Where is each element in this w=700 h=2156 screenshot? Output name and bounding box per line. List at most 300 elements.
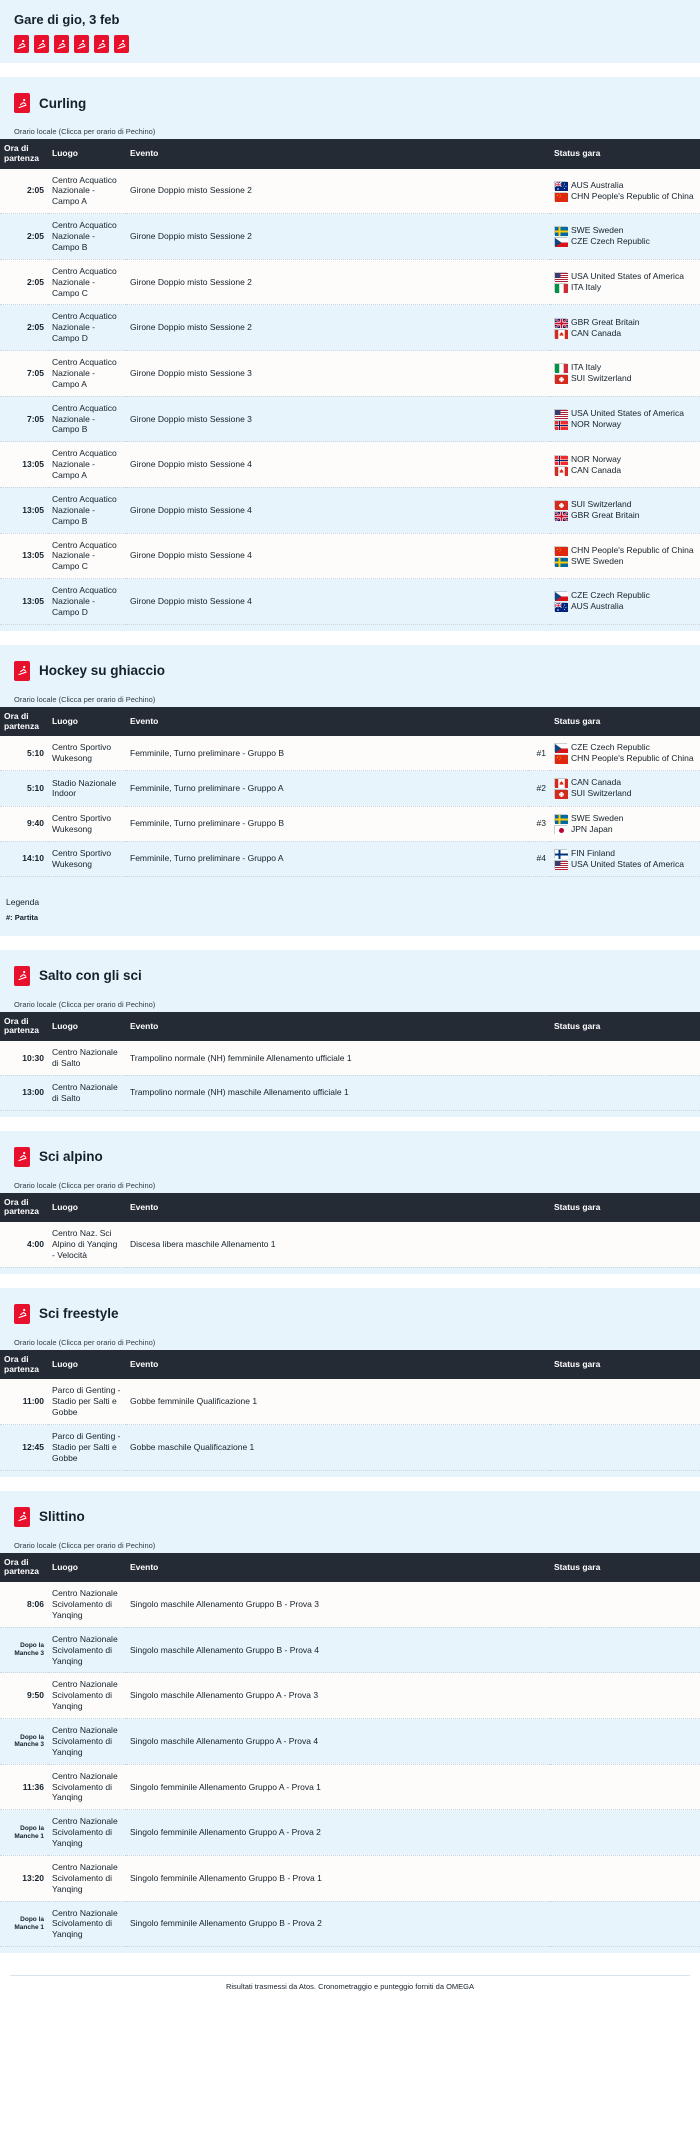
- ski-jumping-icon[interactable]: [54, 35, 69, 53]
- table-row[interactable]: [0, 1673, 700, 1719]
- team-entry: [554, 510, 696, 521]
- flag-cn-icon: [554, 192, 567, 201]
- cell-event: Singolo maschile Allenamento Gruppo A - Prova 4: [126, 1719, 550, 1765]
- column-header-venue: Luogo: [48, 707, 126, 737]
- cell-start-time: 13:05: [0, 533, 48, 579]
- table-row[interactable]: [0, 214, 700, 260]
- flag-cn-icon: [554, 754, 567, 763]
- team-name: SUI Switzerland: [571, 373, 632, 384]
- sport-section-salto: [0, 950, 700, 1117]
- cell-event: Girone Doppio misto Sessione 4: [126, 579, 550, 625]
- cell-start-time: 11:00: [0, 1379, 48, 1424]
- ski-jumping-icon: [14, 966, 30, 986]
- team-name: CZE Czech Republic: [571, 590, 650, 601]
- cell-venue: Centro Nazionale Scivolamento di Yanqing: [48, 1719, 126, 1765]
- column-header-status: Status gara: [550, 1012, 700, 1042]
- column-header-start-time: Ora di partenza: [0, 1553, 48, 1583]
- flag-no-icon: [554, 420, 567, 429]
- cell-status: [550, 1379, 700, 1424]
- cell-match-number: #3: [528, 806, 550, 841]
- flag-fi-icon: [554, 849, 567, 858]
- team-entry: [554, 328, 696, 339]
- section-header: [0, 645, 700, 695]
- column-header-event: Evento: [126, 1193, 550, 1223]
- section-title: Slittino: [39, 1509, 85, 1525]
- cell-start-time: 13:05: [0, 487, 48, 533]
- cell-event: Girone Doppio misto Sessione 3: [126, 351, 550, 397]
- schedule-table: [0, 139, 700, 625]
- local-time-toggle[interactable]: Orario locale (Clicca per orario di Pechino): [14, 1180, 156, 1190]
- team-name: CHN People's Republic of China: [571, 544, 694, 555]
- cell-venue: Centro Nazionale Scivolamento di Yanqing: [48, 1582, 126, 1627]
- cell-venue: Centro Acquatico Nazionale - Campo C: [48, 533, 126, 579]
- cell-venue: Centro Acquatico Nazionale - Campo D: [48, 579, 126, 625]
- cell-event: Girone Doppio misto Sessione 2: [126, 214, 550, 260]
- flag-cz-icon: [554, 237, 567, 246]
- cell-venue: Centro Nazionale Scivolamento di Yanqing: [48, 1627, 126, 1673]
- table-row[interactable]: [0, 1764, 700, 1810]
- table-row[interactable]: [0, 487, 700, 533]
- schedule-table: [0, 707, 700, 877]
- cell-status: [550, 771, 700, 806]
- cell-start-time: 2:05: [0, 214, 48, 260]
- team-entry: [554, 788, 696, 799]
- section-spacer: [0, 936, 700, 950]
- team-entry: [554, 408, 696, 419]
- section-spacer: [0, 63, 700, 77]
- table-header-row: [0, 1193, 700, 1223]
- ice-hockey-icon[interactable]: [34, 35, 49, 53]
- flag-ch-icon: [554, 789, 567, 798]
- ice-hockey-icon: [14, 661, 30, 681]
- table-row[interactable]: [0, 1075, 700, 1110]
- cell-start-time: 5:10: [0, 736, 48, 771]
- team-name: CZE Czech Republic: [571, 742, 650, 753]
- cell-event: Trampolino normale (NH) femminile Allenamento ufficiale 1: [126, 1041, 550, 1075]
- sport-section-curling: [0, 77, 700, 631]
- cell-start-time: Dopo la Manche 1: [0, 1810, 48, 1856]
- flag-gb-icon: [554, 318, 567, 327]
- table-row[interactable]: [0, 169, 700, 214]
- team-name: SUI Switzerland: [571, 788, 632, 799]
- schedule-table: [0, 1012, 700, 1111]
- table-row[interactable]: [0, 841, 700, 876]
- local-time-toggle[interactable]: Orario locale (Clicca per orario di Pechino): [14, 999, 156, 1009]
- cell-start-time: 9:40: [0, 806, 48, 841]
- page-title: Gare di gio, 3 feb: [14, 12, 120, 27]
- team-name: ITA Italy: [571, 362, 602, 373]
- cell-status: [550, 1855, 700, 1901]
- cell-venue: Centro Acquatico Nazionale - Campo A: [48, 351, 126, 397]
- cell-status: [550, 1810, 700, 1856]
- team-name: NOR Norway: [571, 453, 622, 464]
- table-header-row: [0, 1553, 700, 1583]
- footer: [0, 1953, 700, 2001]
- flag-gb-icon: [554, 511, 567, 520]
- cell-status: [550, 169, 700, 214]
- cell-start-time: 2:05: [0, 169, 48, 214]
- cell-event: Girone Doppio misto Sessione 4: [126, 442, 550, 488]
- table-header-row: [0, 139, 700, 169]
- section-header: [0, 950, 700, 1000]
- team-entry: [554, 859, 696, 870]
- cell-venue: Centro Sportivo Wukesong: [48, 736, 126, 771]
- table-row[interactable]: [0, 1627, 700, 1673]
- cell-venue: Centro Acquatico Nazionale - Campo A: [48, 169, 126, 214]
- freestyle-skiing-icon[interactable]: [94, 35, 109, 53]
- cell-event: Girone Doppio misto Sessione 2: [126, 305, 550, 351]
- legend-title: Legenda: [6, 896, 40, 907]
- cell-venue: Centro Nazionale Scivolamento di Yanqing: [48, 1764, 126, 1810]
- flag-cz-icon: [554, 591, 567, 600]
- team-entry: [554, 317, 696, 328]
- cell-venue: Centro Naz. Sci Alpino di Yanqing - Velocità: [48, 1222, 126, 1267]
- flag-au-icon: [554, 181, 567, 190]
- column-header-status: Status gara: [550, 1350, 700, 1380]
- cell-status: [550, 841, 700, 876]
- column-header-start-time: Ora di partenza: [0, 1193, 48, 1223]
- column-header-status: Status gara: [550, 1553, 700, 1583]
- column-header-event: Evento: [126, 1553, 550, 1583]
- cell-event: Girone Doppio misto Sessione 4: [126, 487, 550, 533]
- cell-event: Singolo femminile Allenamento Gruppo B - Prova 1: [126, 1855, 550, 1901]
- team-name: CHN People's Republic of China: [571, 753, 694, 764]
- column-header-venue: Luogo: [48, 139, 126, 169]
- footer-divider: [10, 1975, 690, 1976]
- table-header-row: [0, 1012, 700, 1042]
- team-name: SUI Switzerland: [571, 499, 632, 510]
- team-entry: [554, 753, 696, 764]
- schedule-table: [0, 1350, 700, 1471]
- cell-start-time: 14:10: [0, 841, 48, 876]
- cell-status: [550, 1673, 700, 1719]
- table-row[interactable]: [0, 771, 700, 806]
- team-entry: [554, 373, 696, 384]
- flag-us-icon: [554, 272, 567, 281]
- team-entry: [554, 236, 696, 247]
- luge-icon[interactable]: [114, 35, 129, 53]
- section-title: Sci alpino: [39, 1149, 103, 1165]
- column-header-event: Evento: [126, 707, 528, 737]
- team-name: ITA Italy: [571, 282, 602, 293]
- cell-status: [550, 259, 700, 305]
- team-name: JPN Japan: [571, 823, 613, 834]
- cell-venue: Centro Acquatico Nazionale - Campo B: [48, 487, 126, 533]
- column-header-event: Evento: [126, 1012, 550, 1042]
- flag-au-icon: [554, 602, 567, 611]
- section-header: [0, 1288, 700, 1338]
- curling-icon[interactable]: [14, 35, 29, 53]
- cell-event: Girone Doppio misto Sessione 2: [126, 169, 550, 214]
- flag-it-icon: [554, 283, 567, 292]
- column-header-venue: Luogo: [48, 1553, 126, 1583]
- cell-event: Femminile, Turno preliminare - Gruppo B: [126, 806, 528, 841]
- table-row[interactable]: [0, 305, 700, 351]
- section-title: Sci freestyle: [39, 1306, 119, 1322]
- team-name: USA United States of America: [571, 407, 684, 418]
- column-header-start-time: Ora di partenza: [0, 1350, 48, 1380]
- cell-event: Singolo maschile Allenamento Gruppo B - Prova 3: [126, 1582, 550, 1627]
- cell-start-time: Dopo la Manche 1: [0, 1901, 48, 1947]
- cell-status: [550, 1425, 700, 1471]
- table-header-row: [0, 707, 700, 737]
- cell-venue: Centro Sportivo Wukesong: [48, 841, 126, 876]
- team-entry: [554, 362, 696, 373]
- cell-start-time: 8:06: [0, 1582, 48, 1627]
- cell-venue: Centro Sportivo Wukesong: [48, 806, 126, 841]
- cell-venue: Centro Nazionale Scivolamento di Yanqing: [48, 1810, 126, 1856]
- cell-venue: Centro Nazionale di Salto: [48, 1041, 126, 1075]
- flag-se-icon: [554, 226, 567, 235]
- section-spacer: [0, 1274, 700, 1288]
- section-spacer: [0, 1117, 700, 1131]
- cell-start-time: Dopo la Manche 3: [0, 1627, 48, 1673]
- cell-event: Femminile, Turno preliminare - Gruppo A: [126, 771, 528, 806]
- cell-status: [550, 1222, 700, 1267]
- flag-se-icon: [554, 814, 567, 823]
- table-row[interactable]: [0, 396, 700, 442]
- team-name: GBR Great Britain: [571, 316, 640, 327]
- team-name: SWE Sweden: [571, 812, 624, 823]
- flag-ch-icon: [554, 500, 567, 509]
- table-row[interactable]: [0, 1425, 700, 1471]
- table-row[interactable]: [0, 351, 700, 397]
- team-entry: [554, 824, 696, 835]
- cell-event: Singolo femminile Allenamento Gruppo B - Prova 2: [126, 1901, 550, 1947]
- cell-venue: Centro Acquatico Nazionale - Campo A: [48, 442, 126, 488]
- column-header-event: Evento: [126, 1350, 550, 1380]
- cell-status: [550, 442, 700, 488]
- cell-start-time: 9:50: [0, 1673, 48, 1719]
- cell-status: [550, 487, 700, 533]
- cell-start-time: 5:10: [0, 771, 48, 806]
- team-name: AUS Australia: [571, 179, 624, 190]
- cell-venue: Centro Acquatico Nazionale - Campo C: [48, 259, 126, 305]
- cell-match-number: #1: [528, 736, 550, 771]
- local-time-toggle[interactable]: Orario locale (Clicca per orario di Pechino): [14, 1540, 156, 1550]
- cell-status: [550, 1075, 700, 1110]
- team-entry: [554, 499, 696, 510]
- column-header-status: Status gara: [550, 707, 700, 737]
- curling-icon: [14, 93, 30, 113]
- schedule-table: [0, 1193, 700, 1268]
- table-row[interactable]: [0, 1810, 700, 1856]
- cell-venue: Parco di Genting -Stadio per Salti e Gobbe: [48, 1425, 126, 1471]
- flag-se-icon: [554, 557, 567, 566]
- flag-ca-icon: [554, 778, 567, 787]
- cell-match-number: #4: [528, 841, 550, 876]
- cell-status: [550, 533, 700, 579]
- cell-status: [550, 351, 700, 397]
- team-entry: [554, 271, 696, 282]
- team-entry: [554, 848, 696, 859]
- footer-text: Risultati trasmessi da Atos. Cronometraggio e punteggio forniti da OMEGA: [225, 1982, 475, 1992]
- team-name: CHN People's Republic of China: [571, 190, 694, 201]
- team-entry: [554, 465, 696, 476]
- team-entry: [554, 454, 696, 465]
- column-header-event: Evento: [126, 139, 550, 169]
- table-row[interactable]: [0, 806, 700, 841]
- column-header-status: Status gara: [550, 139, 700, 169]
- team-name: GBR Great Britain: [571, 510, 640, 521]
- team-name: AUS Australia: [571, 601, 624, 612]
- cell-status: [550, 214, 700, 260]
- cell-event: Gobbe maschile Qualificazione 1: [126, 1425, 550, 1471]
- section-spacer: [0, 1477, 700, 1491]
- team-entry: [554, 556, 696, 567]
- team-entry: [554, 601, 696, 612]
- cell-event: Singolo femminile Allenamento Gruppo A - Prova 2: [126, 1810, 550, 1856]
- cell-status: [550, 1041, 700, 1075]
- cell-start-time: 11:36: [0, 1764, 48, 1810]
- section-title: Curling: [39, 95, 87, 111]
- sport-section-hockey: [0, 645, 700, 883]
- column-header-match-number: [528, 707, 550, 737]
- local-time-toggle[interactable]: Orario locale (Clicca per orario di Pechino): [14, 1337, 156, 1347]
- cell-status: [550, 1582, 700, 1627]
- cell-venue: Centro Acquatico Nazionale - Campo D: [48, 305, 126, 351]
- team-name: NOR Norway: [571, 418, 622, 429]
- table-row[interactable]: [0, 442, 700, 488]
- section-header: [0, 77, 700, 127]
- table-row[interactable]: [0, 259, 700, 305]
- team-entry: [554, 813, 696, 824]
- team-name: USA United States of America: [571, 271, 684, 282]
- column-header-venue: Luogo: [48, 1350, 126, 1380]
- cell-event: Singolo femminile Allenamento Gruppo A - Prova 1: [126, 1764, 550, 1810]
- cell-start-time: 13:05: [0, 442, 48, 488]
- column-header-venue: Luogo: [48, 1193, 126, 1223]
- column-header-status: Status gara: [550, 1193, 700, 1223]
- cell-status: [550, 396, 700, 442]
- flag-it-icon: [554, 363, 567, 372]
- team-name: CZE Czech Republic: [571, 236, 650, 247]
- day-header: [0, 0, 700, 63]
- flag-cn-icon: [554, 546, 567, 555]
- cell-status: [550, 1901, 700, 1947]
- legend: [0, 883, 700, 936]
- sport-section-slittino: [0, 1491, 700, 1954]
- cell-status: [550, 1627, 700, 1673]
- cell-venue: Parco di Genting -Stadio per Salti e Gobbe: [48, 1379, 126, 1424]
- flag-ch-icon: [554, 374, 567, 383]
- team-name: CAN Canada: [571, 777, 622, 788]
- cell-event: Singolo maschile Allenamento Gruppo B - Prova 4: [126, 1627, 550, 1673]
- cell-start-time: 13:05: [0, 579, 48, 625]
- table-row[interactable]: [0, 1582, 700, 1627]
- cell-venue: Centro Acquatico Nazionale - Campo B: [48, 396, 126, 442]
- table-row[interactable]: [0, 1901, 700, 1947]
- cell-start-time: 7:05: [0, 351, 48, 397]
- section-title: Salto con gli sci: [39, 968, 142, 984]
- schedule-table: [0, 1553, 700, 1948]
- cell-start-time: 13:20: [0, 1855, 48, 1901]
- cell-start-time: 7:05: [0, 396, 48, 442]
- team-entry: [554, 282, 696, 293]
- column-header-start-time: Ora di partenza: [0, 707, 48, 737]
- column-header-start-time: Ora di partenza: [0, 1012, 48, 1042]
- team-name: SWE Sweden: [571, 555, 624, 566]
- cell-start-time: 4:00: [0, 1222, 48, 1267]
- alpine-skiing-icon[interactable]: [74, 35, 89, 53]
- cell-event: Girone Doppio misto Sessione 2: [126, 259, 550, 305]
- team-entry: [554, 777, 696, 788]
- table-header-row: [0, 1350, 700, 1380]
- table-row[interactable]: [0, 736, 700, 771]
- cell-status: [550, 806, 700, 841]
- flag-jp-icon: [554, 825, 567, 834]
- flag-no-icon: [554, 455, 567, 464]
- local-time-toggle[interactable]: Orario locale (Clicca per orario di Pechino): [14, 127, 156, 136]
- luge-icon: [14, 1507, 30, 1527]
- flag-cz-icon: [554, 743, 567, 752]
- table-row[interactable]: [0, 1719, 700, 1765]
- cell-venue: Stadio Nazionale Indoor: [48, 771, 126, 806]
- team-entry: [554, 180, 696, 191]
- cell-start-time: Dopo la Manche 3: [0, 1719, 48, 1765]
- alpine-skiing-icon: [14, 1147, 30, 1167]
- cell-event: Girone Doppio misto Sessione 3: [126, 396, 550, 442]
- cell-start-time: 10:30: [0, 1041, 48, 1075]
- column-header-venue: Luogo: [48, 1012, 126, 1042]
- cell-venue: Centro Nazionale di Salto: [48, 1075, 126, 1110]
- flag-us-icon: [554, 409, 567, 418]
- flag-ca-icon: [554, 329, 567, 338]
- table-row[interactable]: [0, 1379, 700, 1424]
- table-row[interactable]: [0, 1222, 700, 1267]
- column-header-start-time: Ora di partenza: [0, 139, 48, 169]
- local-time-toggle[interactable]: Orario locale (Clicca per orario di Pechino): [14, 694, 156, 704]
- section-title: Hockey su ghiaccio: [39, 663, 166, 679]
- cell-start-time: 2:05: [0, 259, 48, 305]
- table-row[interactable]: [0, 533, 700, 579]
- table-row[interactable]: [0, 1855, 700, 1901]
- sport-section-freestyle: [0, 1288, 700, 1477]
- section-header: [0, 1491, 700, 1541]
- cell-event: Femminile, Turno preliminare - Gruppo B: [126, 736, 528, 771]
- cell-start-time: 12:45: [0, 1425, 48, 1471]
- cell-event: Gobbe femminile Qualificazione 1: [126, 1379, 550, 1424]
- cell-status: [550, 736, 700, 771]
- team-entry: [554, 225, 696, 236]
- cell-event: Singolo maschile Allenamento Gruppo A - Prova 3: [126, 1673, 550, 1719]
- team-entry: [554, 742, 696, 753]
- cell-status: [550, 579, 700, 625]
- cell-status: [550, 1764, 700, 1810]
- sport-filter-icons: [14, 35, 686, 53]
- legend-item: #: Partita: [6, 912, 39, 922]
- section-header: [0, 1131, 700, 1181]
- sport-section-alpino: [0, 1131, 700, 1274]
- cell-status: [550, 305, 700, 351]
- cell-event: Discesa libera maschile Allenamento 1: [126, 1222, 550, 1267]
- team-name: USA United States of America: [571, 858, 684, 869]
- team-name: SWE Sweden: [571, 225, 624, 236]
- cell-venue: Centro Nazionale Scivolamento di Yanqing: [48, 1673, 126, 1719]
- cell-start-time: 2:05: [0, 305, 48, 351]
- section-spacer: [0, 631, 700, 645]
- team-name: FIN Finland: [571, 847, 615, 858]
- freestyle-skiing-icon: [14, 1304, 30, 1324]
- table-row[interactable]: [0, 579, 700, 625]
- team-entry: [554, 419, 696, 430]
- team-entry: [554, 590, 696, 601]
- cell-venue: Centro Nazionale Scivolamento di Yanqing: [48, 1855, 126, 1901]
- flag-ca-icon: [554, 466, 567, 475]
- table-row[interactable]: [0, 1041, 700, 1075]
- cell-match-number: #2: [528, 771, 550, 806]
- cell-event: Femminile, Turno preliminare - Gruppo A: [126, 841, 528, 876]
